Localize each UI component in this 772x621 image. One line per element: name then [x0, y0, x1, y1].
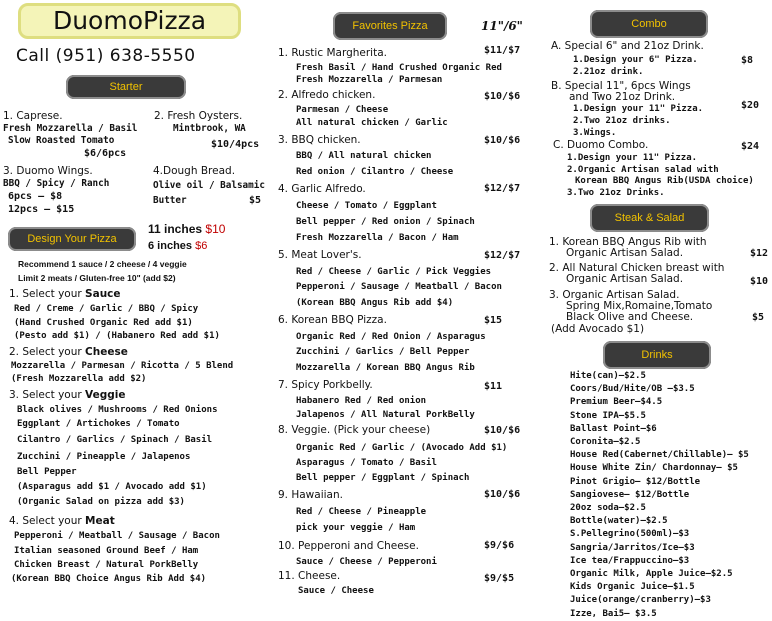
eleven-inch-price: $10	[205, 222, 226, 236]
fav-1-line-2: Fresh Mozzarella / Parmesan	[296, 75, 443, 85]
meat-line-3: Chicken Breast / Natural PorkBelly	[14, 560, 199, 570]
fav-10-line-1: Sauce / Cheese / Pepperoni	[296, 557, 437, 567]
combo-c-title: C. Duomo Combo.	[553, 139, 649, 151]
combo-a-line-1: 1.Design your 6" Pizza.	[573, 55, 698, 65]
fav-2-price: $10/$6	[484, 91, 521, 102]
select-cheese-prefix: 2. Select your	[9, 346, 86, 358]
limit-line: Limit 2 meats / Gluten-free 10" (add $2)	[18, 273, 176, 283]
fav-4-line-3: Fresh Mozzarella / Bacon / Ham	[296, 233, 459, 243]
fav-6-title: 6. Korean BBQ Pizza.	[278, 314, 387, 326]
steak-2-line-1: 2. All Natural Chicken breast with	[549, 262, 725, 274]
meat-line-4: (Korean BBQ Choice Angus Rib Add $4)	[11, 574, 207, 584]
combo-b-line-3: 3.Wings.	[573, 128, 617, 138]
eleven-inch-label	[148, 222, 225, 236]
bread-price: $5	[249, 195, 262, 206]
drink-item: House Red(Cabernet/Chillable)– $5	[570, 450, 749, 461]
combo-b-line-2: 2.Two 21oz drinks.	[573, 116, 671, 126]
fav-6-line-2: Zucchini / Garlics / Bell Pepper	[296, 347, 470, 357]
logo-text: DuomoPizza	[52, 6, 207, 35]
fav-9-line-2: pick your veggie / Ham	[296, 523, 416, 533]
eleven-inch-text: 11 inches	[148, 222, 203, 236]
fav-7-price: $11	[484, 381, 503, 392]
select-veggie	[9, 389, 125, 401]
drink-item: Sangiovese– $12/Bottle	[570, 489, 690, 500]
fav-5-price: $12/$7	[484, 250, 521, 261]
recommend-line: Recommend 1 sauce / 2 cheese / 4 veggie	[18, 259, 187, 269]
fav-7-line-1: Habanero Red / Red onion	[296, 396, 427, 406]
steak-2-line-2: Organic Artisan Salad.	[566, 273, 684, 285]
select-cheese-word: Cheese	[85, 346, 128, 358]
cheese-line-1: Mozzarella / Parmesan / Ricotta / 5 Blend	[11, 361, 234, 371]
drink-item: Organic Milk, Apple Juice–$2.5	[570, 569, 733, 580]
drink-item: S.Pellegrino(500ml)–$3	[570, 529, 690, 540]
fav-5-line-2: Pepperoni / Sausage / Meatball / Bacon	[296, 282, 502, 292]
drink-item: Hite(can)–$2.5	[570, 371, 646, 381]
veggie-line-6: (Asparagus add $1 / Avocado add $1)	[17, 482, 207, 492]
drink-item: Ballast Point–$6	[570, 423, 657, 434]
combo-c-price: $24	[741, 141, 760, 152]
fav-7-line-2: Jalapenos / All Natural PorkBelly	[296, 410, 475, 420]
select-veggie-word: Veggie	[85, 389, 126, 401]
combo-c-line-1: 1.Design your 11" Pizza.	[567, 153, 698, 163]
combo-b-price: $20	[741, 100, 760, 111]
fav-1-title: 1. Rustic Margherita.	[278, 47, 387, 59]
veggie-line-3: Cilantro / Garlics / Spinach / Basil	[17, 435, 213, 445]
drink-item: 20oz soda–$2.5	[570, 503, 646, 514]
combo-b-line-1: 1.Design your 11" Pizza.	[573, 104, 704, 114]
drink-item: Sangria/Jarritos/Ice–$3	[570, 542, 695, 553]
drink-item: Premium Beer–$4.5	[570, 397, 663, 408]
caprese-desc-2: Slow Roasted Tomato	[8, 135, 115, 146]
fav-6-line-3: Mozzarella / Korean BBQ Angus Rib	[296, 363, 475, 373]
drink-item: Coronita–$2.5	[570, 437, 641, 448]
fav-5-title: 5. Meat Lover's.	[278, 249, 362, 261]
veggie-line-1: Black olives / Mushrooms / Red Onions	[17, 405, 218, 415]
sauce-line-2: (Hand Crushed Organic Red add $1)	[14, 318, 193, 328]
oysters-price: $10/4pcs	[211, 139, 260, 150]
phone-number: Call (951) 638-5550	[16, 46, 196, 66]
bread-desc-2: Butter	[153, 195, 187, 206]
favorites-heading: Favorites Pizza	[333, 12, 447, 40]
caprese-title: 1. Caprese.	[3, 110, 63, 122]
fav-3-title: 3. BBQ chicken.	[278, 134, 361, 146]
steak-3-line-1: 3. Organic Artisan Salad.	[549, 289, 680, 301]
steak-3-price: $5	[752, 312, 765, 323]
fav-8-line-1: Organic Red / Garlic / (Avocado Add $1)	[296, 443, 508, 453]
caprese-desc-1: Fresh Mozzarella / Basil	[3, 123, 138, 134]
fav-4-line-1: Cheese / Tomato / Eggplant	[296, 201, 437, 211]
drink-item: Stone IPA–$5.5	[570, 410, 646, 421]
steak-3-line-2: Spring Mix,Romaine,Tomato	[566, 300, 713, 312]
fav-9-title: 9. Hawaiian.	[278, 489, 343, 501]
drink-item: Ice tea/Frappuccino–$3	[570, 555, 690, 566]
drink-item: Juice(orange/cranberry)–$3	[570, 595, 711, 606]
sauce-line-3: (Pesto add $1) / (Habanero Red add $1)	[14, 331, 220, 341]
favorites-size: 11"/6"	[481, 19, 523, 33]
steak-1-price: $12	[750, 248, 769, 259]
veggie-line-2: Eggplant / Artichokes / Tomato	[17, 419, 180, 429]
drink-item: Kids Organic Juice–$1.5	[570, 582, 695, 593]
select-meat-prefix: 4. Select your	[9, 515, 86, 527]
fav-7-title: 7. Spicy Porkbelly.	[278, 379, 373, 391]
six-inch-text: 6 inches	[148, 240, 193, 252]
fav-3-line-1: BBQ / All natural chicken	[296, 151, 432, 161]
drink-item: Pinot Grigio– $12/Bottle	[570, 476, 701, 487]
logo	[18, 3, 241, 39]
select-meat	[9, 515, 115, 527]
fav-3-price: $10/$6	[484, 135, 521, 146]
veggie-line-5: Bell Pepper	[17, 467, 77, 477]
fav-10-price: $9/$6	[484, 540, 515, 551]
combo-heading: Combo	[590, 10, 708, 38]
select-veggie-prefix: 3. Select your	[9, 389, 86, 401]
combo-b-title-1: B. Special 11", 6pcs Wings	[551, 80, 691, 92]
fav-8-line-2: Asparagus / Tomato / Basil	[296, 458, 437, 468]
fav-4-line-2: Bell pepper / Red onion / Spinach	[296, 217, 475, 227]
select-cheese	[9, 346, 128, 358]
steak-2-price: $10	[750, 276, 769, 287]
oysters-title: 2. Fresh Oysters.	[154, 110, 243, 122]
combo-c-line-2: 2.Organic Artisan salad with	[567, 165, 719, 175]
design-heading: Design Your Pizza	[8, 227, 136, 251]
select-sauce-prefix: 1. Select your	[9, 288, 86, 300]
fav-2-line-1: Parmesan / Cheese	[296, 105, 389, 115]
fav-6-price: $15	[484, 315, 503, 326]
six-inch-price: $6	[195, 240, 208, 252]
fav-1-price: $11/$7	[484, 45, 521, 56]
fav-11-price: $9/$5	[484, 573, 515, 584]
sauce-line-1: Red / Creme / Garlic / BBQ / Spicy	[14, 304, 199, 314]
starter-heading: Starter	[66, 75, 186, 99]
fav-8-line-3: Bell pepper / Eggplant / Spinach	[296, 473, 470, 483]
bread-title: 4.Dough Bread.	[153, 165, 236, 177]
fav-3-line-2: Red onion / Cilantro / Cheese	[296, 167, 454, 177]
fav-8-price: $10/$6	[484, 425, 521, 436]
oysters-desc: Mintbrook, WA	[173, 123, 246, 134]
veggie-line-4: Zucchini / Pineapple / Jalapenos	[17, 452, 191, 462]
steak-heading: Steak & Salad	[590, 204, 709, 232]
wings-desc: BBQ / Spicy / Ranch	[3, 178, 110, 189]
fav-6-line-1: Organic Red / Red Onion / Asparagus	[296, 332, 486, 342]
combo-a-line-2: 2.21oz drink.	[573, 67, 644, 77]
fav-1-line-1: Fresh Basil / Hand Crushed Organic Red	[296, 63, 502, 73]
fav-4-price: $12/$7	[484, 183, 521, 194]
fav-5-line-3: (Korean BBQ Angus Rib add $4)	[296, 298, 454, 308]
combo-a-price: $8	[741, 55, 754, 66]
fav-9-price: $10/$6	[484, 489, 521, 500]
combo-b-title-2: and Two 21oz Drink.	[569, 91, 676, 103]
fav-9-line-1: Red / Cheese / Pineapple	[296, 507, 427, 517]
fav-2-title: 2. Alfredo chicken.	[278, 89, 376, 101]
fav-10-title: 10. Pepperoni and Cheese.	[278, 540, 419, 552]
steak-3-line-4: (Add Avocado $1)	[551, 323, 645, 335]
fav-5-line-1: Red / Cheese / Garlic / Pick Veggies	[296, 267, 492, 277]
combo-a-title: A. Special 6" and 21oz Drink.	[551, 40, 704, 52]
wings-price-6: 6pcs – $8	[8, 191, 63, 202]
veggie-line-7: (Organic Salad on pizza add $3)	[17, 497, 185, 507]
meat-line-2: Italian seasoned Ground Beef / Ham	[14, 546, 199, 556]
select-sauce	[9, 288, 121, 300]
combo-c-line-3: Korean BBQ Angus Rib(USDA choice)	[575, 176, 754, 186]
cheese-line-2: (Fresh Mozzarella add $2)	[11, 374, 147, 384]
steak-1-line-2: Organic Artisan Salad.	[566, 247, 684, 259]
fav-4-title: 4. Garlic Alfredo.	[278, 183, 366, 195]
combo-c-line-4: 3.Two 21oz Drinks.	[567, 188, 665, 198]
fav-2-line-2: All natural chicken / Garlic	[296, 118, 448, 128]
select-sauce-word: Sauce	[85, 288, 121, 300]
drinks-list	[570, 370, 749, 621]
drink-item: Bottle(water)–$2.5	[570, 516, 668, 527]
bread-desc-1: Olive oil / Balsamic	[153, 180, 265, 191]
meat-line-1: Pepperoni / Meatball / Sausage / Bacon	[14, 531, 220, 541]
select-meat-word: Meat	[85, 515, 115, 527]
six-inch-label	[148, 240, 207, 252]
steak-3-line-3: Black Olive and Cheese.	[566, 311, 694, 323]
steak-1-line-1: 1. Korean BBQ Angus Rib with	[549, 236, 707, 248]
drink-item: Izze, Bai5– $3.5	[570, 608, 657, 619]
caprese-price: $6/6pcs	[84, 148, 127, 159]
wings-title: 3. Duomo Wings.	[3, 165, 93, 177]
drinks-heading: Drinks	[603, 341, 711, 369]
fav-8-title: 8. Veggie. (Pick your cheese)	[278, 424, 431, 436]
fav-11-line-1: Sauce / Cheese	[298, 586, 374, 596]
wings-price-12: 12pcs – $15	[8, 204, 75, 215]
fav-11-title: 11. Cheese.	[278, 570, 341, 582]
drink-item: Coors/Bud/Hite/OB –$3.5	[570, 384, 695, 395]
drink-item: House White Zin/ Chardonnay– $5	[570, 463, 738, 474]
